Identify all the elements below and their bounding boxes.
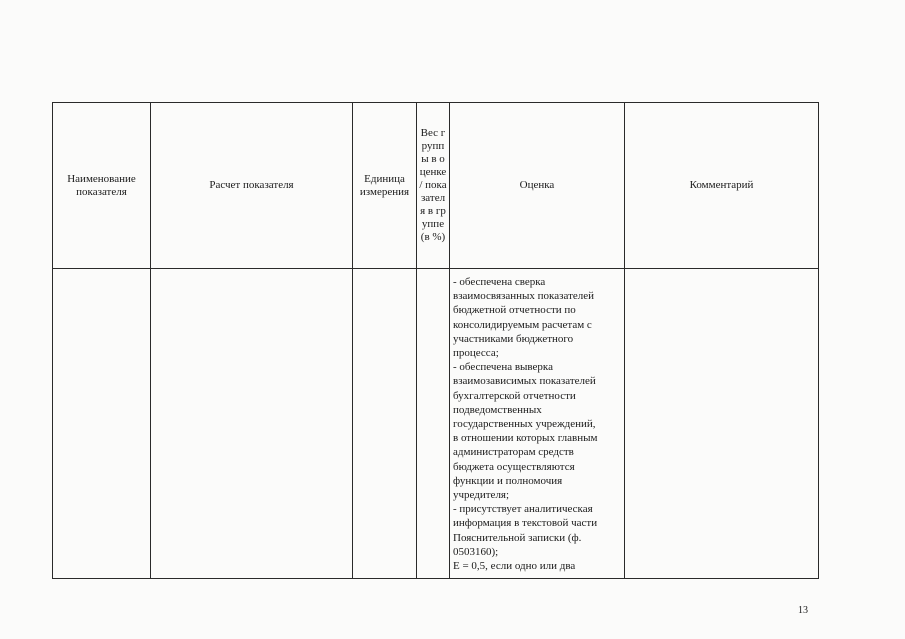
indicator-table bbox=[52, 102, 819, 579]
evaluation-line: информация в текстовой части bbox=[453, 517, 598, 530]
table-header-row bbox=[53, 103, 819, 269]
evaluation-line: взаимозависимых показателей bbox=[453, 375, 596, 388]
evaluation-line: в отношении которых главным bbox=[453, 432, 598, 445]
evaluation-line: бюджета осуществляются bbox=[453, 460, 575, 473]
header-evaluation: Оценка bbox=[450, 103, 625, 269]
cell-evaluation bbox=[450, 269, 625, 579]
evaluation-line: учредителя; bbox=[453, 489, 510, 502]
header-indicator-name: Наименование показателя bbox=[53, 103, 151, 269]
header-comment: Комментарий bbox=[625, 103, 819, 269]
evaluation-line: - обеспечена выверка bbox=[453, 361, 553, 374]
evaluation-line: подведомственных bbox=[453, 403, 542, 416]
header-indicator-calculation: Расчет показателя bbox=[151, 103, 353, 269]
evaluation-line: - присутствует аналитическая bbox=[453, 503, 593, 516]
page-number: 13 bbox=[798, 605, 808, 616]
evaluation-line: участниками бюджетного bbox=[453, 332, 574, 345]
evaluation-line: процесса; bbox=[453, 347, 499, 360]
evaluation-line: 0503160); bbox=[453, 545, 499, 558]
cell-unit bbox=[353, 269, 417, 579]
header-unit: Единица измерения bbox=[353, 103, 417, 269]
evaluation-line: Пояснительной записки (ф. bbox=[453, 531, 582, 544]
cell-comment bbox=[625, 269, 819, 579]
header-weight: Вес группы в оценке / показателя в группе (в %) bbox=[417, 103, 450, 269]
evaluation-line: государственных учреждений, bbox=[453, 418, 596, 431]
evaluation-line: функции и полномочия bbox=[453, 474, 563, 487]
indicator-table-container bbox=[52, 102, 818, 578]
evaluation-text bbox=[450, 269, 624, 573]
cell-weight bbox=[417, 269, 450, 579]
evaluation-line: - обеспечена сверка bbox=[453, 276, 546, 288]
evaluation-line: Е = 0,5, если одно или два bbox=[453, 560, 576, 573]
evaluation-line: консолидируемым расчетам с bbox=[453, 318, 592, 331]
evaluation-line: взаимосвязанных показателей bbox=[453, 290, 595, 303]
evaluation-line: администраторам средств bbox=[453, 446, 574, 459]
cell-indicator-calculation bbox=[151, 269, 353, 579]
evaluation-line: бухгалтерской отчетности bbox=[453, 389, 576, 402]
evaluation-line: бюджетной отчетности по bbox=[453, 304, 576, 317]
cell-indicator-name bbox=[53, 269, 151, 579]
table-row bbox=[53, 269, 819, 579]
